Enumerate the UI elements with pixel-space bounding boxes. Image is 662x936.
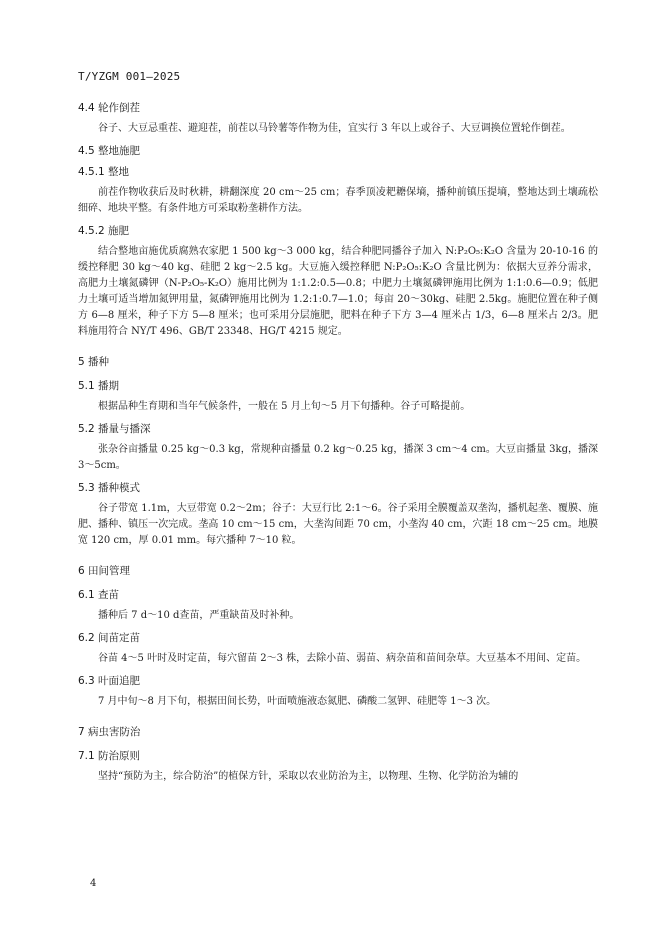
heading-4-5-2: 4.5.2 施肥: [78, 225, 130, 237]
paragraph-4-5-1: 前茬作物收获后及时秋耕，耕翻深度 20 cm～25 cm；春季顶凌耙耱保墒，播种前镇压提墒，整地达到土壤疏松细碎、地块平整。有条件地方可采取粉垄耕作方法。: [78, 187, 598, 214]
paragraph-6-2: 谷苗 4～5 叶时及时定苗，每穴留苗 2～3 株，去除小苗、弱苗、病杂苗和苗间杂草。大豆基本不用间、定苗。: [98, 653, 587, 664]
heading-5-2: 5.2 播量与播深: [78, 423, 151, 435]
heading-4-5-1: 4.5.1 整地: [78, 166, 130, 178]
document-id: T/YZGM 001—2025: [78, 70, 181, 83]
paragraph-4-4: 谷子、大豆忌重茬、避迎茬，前茬以马铃薯等作物为佳，宜实行 3 年以上或谷子、大豆调换位置轮作倒茬。: [98, 123, 571, 134]
heading-6-1: 6.1 查苗: [78, 589, 120, 601]
heading-5: 5 播种: [78, 356, 110, 368]
heading-4-4: 4.4 轮作倒茬: [78, 102, 141, 114]
heading-6-3: 6.3 叶面追肥: [78, 675, 141, 687]
heading-4-5: 4.5 整地施肥: [78, 145, 141, 157]
paragraph-7-1: 坚持“预防为主，综合防治”的植保方针，采取以农业防治为主，以物理、生物、化学防治为辅的: [98, 771, 519, 782]
heading-5-3: 5.3 播种模式: [78, 482, 141, 494]
document-body: [78, 100, 598, 789]
paragraph-5-2: 张杂谷亩播量 0.25 kg～0.3 kg，常规种亩播量 0.2 kg～0.25 kg，播深 3 cm～4 cm。大豆亩播量 3kg，播深 3～5cm。: [78, 444, 598, 471]
paragraph-5-1: 根据品种生育期和当年气候条件，一般在 5 月上旬～5 月下旬播种。谷子可略提前。: [98, 401, 471, 412]
paragraph-6-1: 播种后 7 d～10 d查苗，严重缺苗及时补种。: [98, 610, 300, 621]
heading-7-1: 7.1 防治原则: [78, 750, 141, 762]
heading-5-1: 5.1 播期: [78, 380, 120, 392]
heading-7: 7 病虫害防治: [78, 726, 141, 738]
heading-6-2: 6.2 间苗定苗: [78, 632, 141, 644]
heading-6: 6 田间管理: [78, 565, 131, 577]
paragraph-5-3: 谷子带宽 1.1m，大豆带宽 0.2～2m；谷子：大豆行比 2:1～6。谷子采用全膜覆盖双垄沟，播机起垄、覆膜、施肥、播种、镇压一次完成。垄高 10 cm～15 cm，大垄沟间距 70 cm，小垄沟 40 cm，穴距 18 cm～25 cm。地膜宽 120 cm，厚 0.01 mm。每穴播种 7～10 粒。: [78, 503, 598, 546]
paragraph-4-5-2: 结合整地亩施优质腐熟农家肥 1 500 kg～3 000 kg，结合种肥同播谷子加入 N:P₂O₅:K₂O 含量为 20-10-16 的缓控释肥 30 kg～40 kg、硅肥 2 kg～2.5 kg。大豆施入缓控释肥 N:P₂O₅:K₂O 含量比例为：依据大豆养分需求，高肥力土壤氮磷钾（N-P₂O₅-K₂O）施用比例为 1:1.2:0.5—0.8；中肥力土壤氮磷钾施用比例为 1:1:0.6—0.9；低肥力土壤可适当增加氮钾用量，氮磷钾施用比例为 1.2:1:0.7—1.0；每亩 20～30kg、硅肥 2.5kg。施肥位置在种子侧方 6—8 厘米，种子下方 5—8 厘米；也可采用分层施肥，肥料在种子下方 3—4 厘米占 1/3，6—8 厘米占 2/3。肥料施用符合 NY/T 496、GB/T 23348、HG/T 4215 规定。: [78, 246, 598, 337]
paragraph-6-3: 7 月中旬～8 月下旬，根据田间长势，叶面喷施液态氮肥、磷酸二氢钾、硅肥等 1～3 次。: [98, 696, 497, 707]
page-number: 4: [90, 878, 97, 889]
